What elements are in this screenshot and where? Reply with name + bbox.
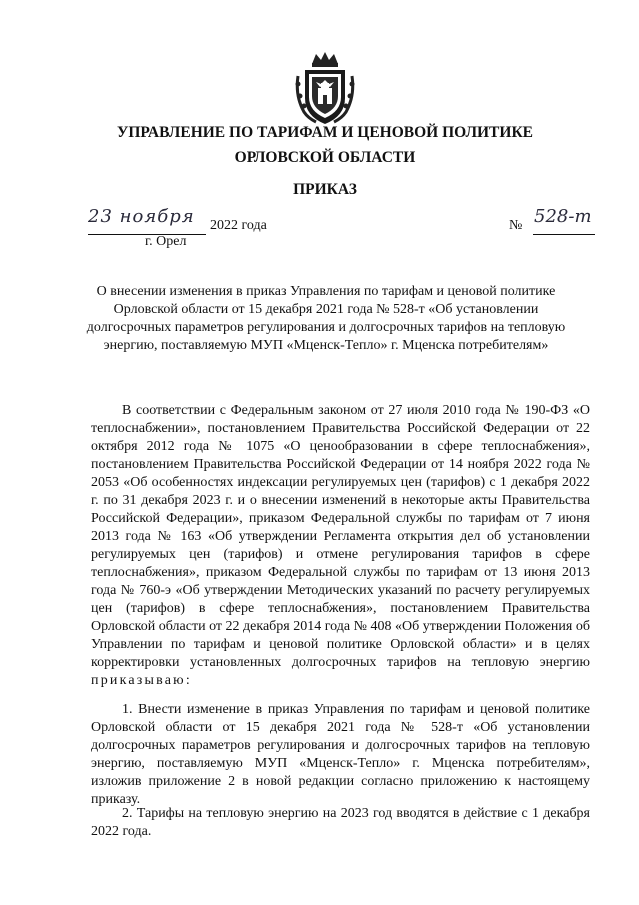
number-label: №: [509, 218, 523, 233]
org-name-line-2: ОРЛОВСКОЙ ОБЛАСТИ: [234, 149, 416, 166]
body-paragraph-item-1: 1. Внести изменение в приказ Управления по тарифам и ценовой политике Орловской области от 15 декабря 2021 года № 528-т «Об установлении долгосрочных параметров регулирования и долгосрочных тарифов на тепловую энергию, поставляемую МУП «Мценск-Тепло» г. Мценска потребителям», изложив приложение 2 в новой редакции согласно приложению к настоящему приказу.: [91, 702, 590, 807]
body-paragraph-preamble: [91, 402, 590, 690]
issue-city: г. Орел: [145, 234, 187, 249]
document-subject: О внесении изменения в приказ Управления по тарифам и ценовой политике Орловской области от 15 декабря 2021 года № 528-т «Об установлении долгосрочных параметров регулирования и долгосрочных тарифов на тепловую энергию, поставляемую МУП «Мценск-Тепло» г. Мценска потребителям»: [86, 284, 566, 353]
order-word: приказываю:: [91, 673, 192, 688]
orel-oblast-coat-of-arms-icon: [294, 50, 356, 126]
preamble-text: В соответствии с Федеральным законом от 27 июля 2010 года № 190-ФЗ «О теплоснабжении», постановлением Правительства Российской Федерации от 22 октября 2012 года № 1075 «О ценообразовании в сфере теплоснабжения», постановлением Правительства Российской Федерации от 14 ноября 2022 года № 2053 «Об особенностях индексации регулируемых цен (тарифов) с 1 декабря 2022 г. по 31 декабря 2023 г. и о внесении изменений в некоторые акты Правительства Российской Федерации», приказом Федеральной службы по тарифам от 7 июня 2013 года № 163 «Об утверждении Регламента открытия дел об установлении регулируемых цен (тарифов) и отмене регулирования тарифов в сфере теплоснабжения», приказом Федеральной службы по тарифам от 13 июня 2013 года № 760-э «Об утверждении Методических указаний по расчету регулируемых цен (тарифов) в сфере теплоснабжения», постановлением Правительства Орловской области от 22 декабря 2014 года № 408 «Об утверждении Положения об Управлении по тарифам и ценовой политике Орловской области» и в целях корректировки установленных долгосрочных тарифов на тепловую энергию: [91, 403, 590, 670]
body-paragraph-item-2: 2. Тарифы на тепловую энергию на 2023 год вводятся в действие с 1 декабря 2022 года.: [91, 806, 590, 839]
handwritten-date: 23 ноября: [88, 206, 195, 227]
date-year: 2022 года: [210, 218, 267, 233]
handwritten-number: 528-т: [534, 206, 592, 227]
document-type-title: ПРИКАЗ: [293, 181, 357, 198]
org-name-line-1: УПРАВЛЕНИЕ ПО ТАРИФАМ И ЦЕНОВОЙ ПОЛИТИКЕ: [116, 124, 534, 141]
